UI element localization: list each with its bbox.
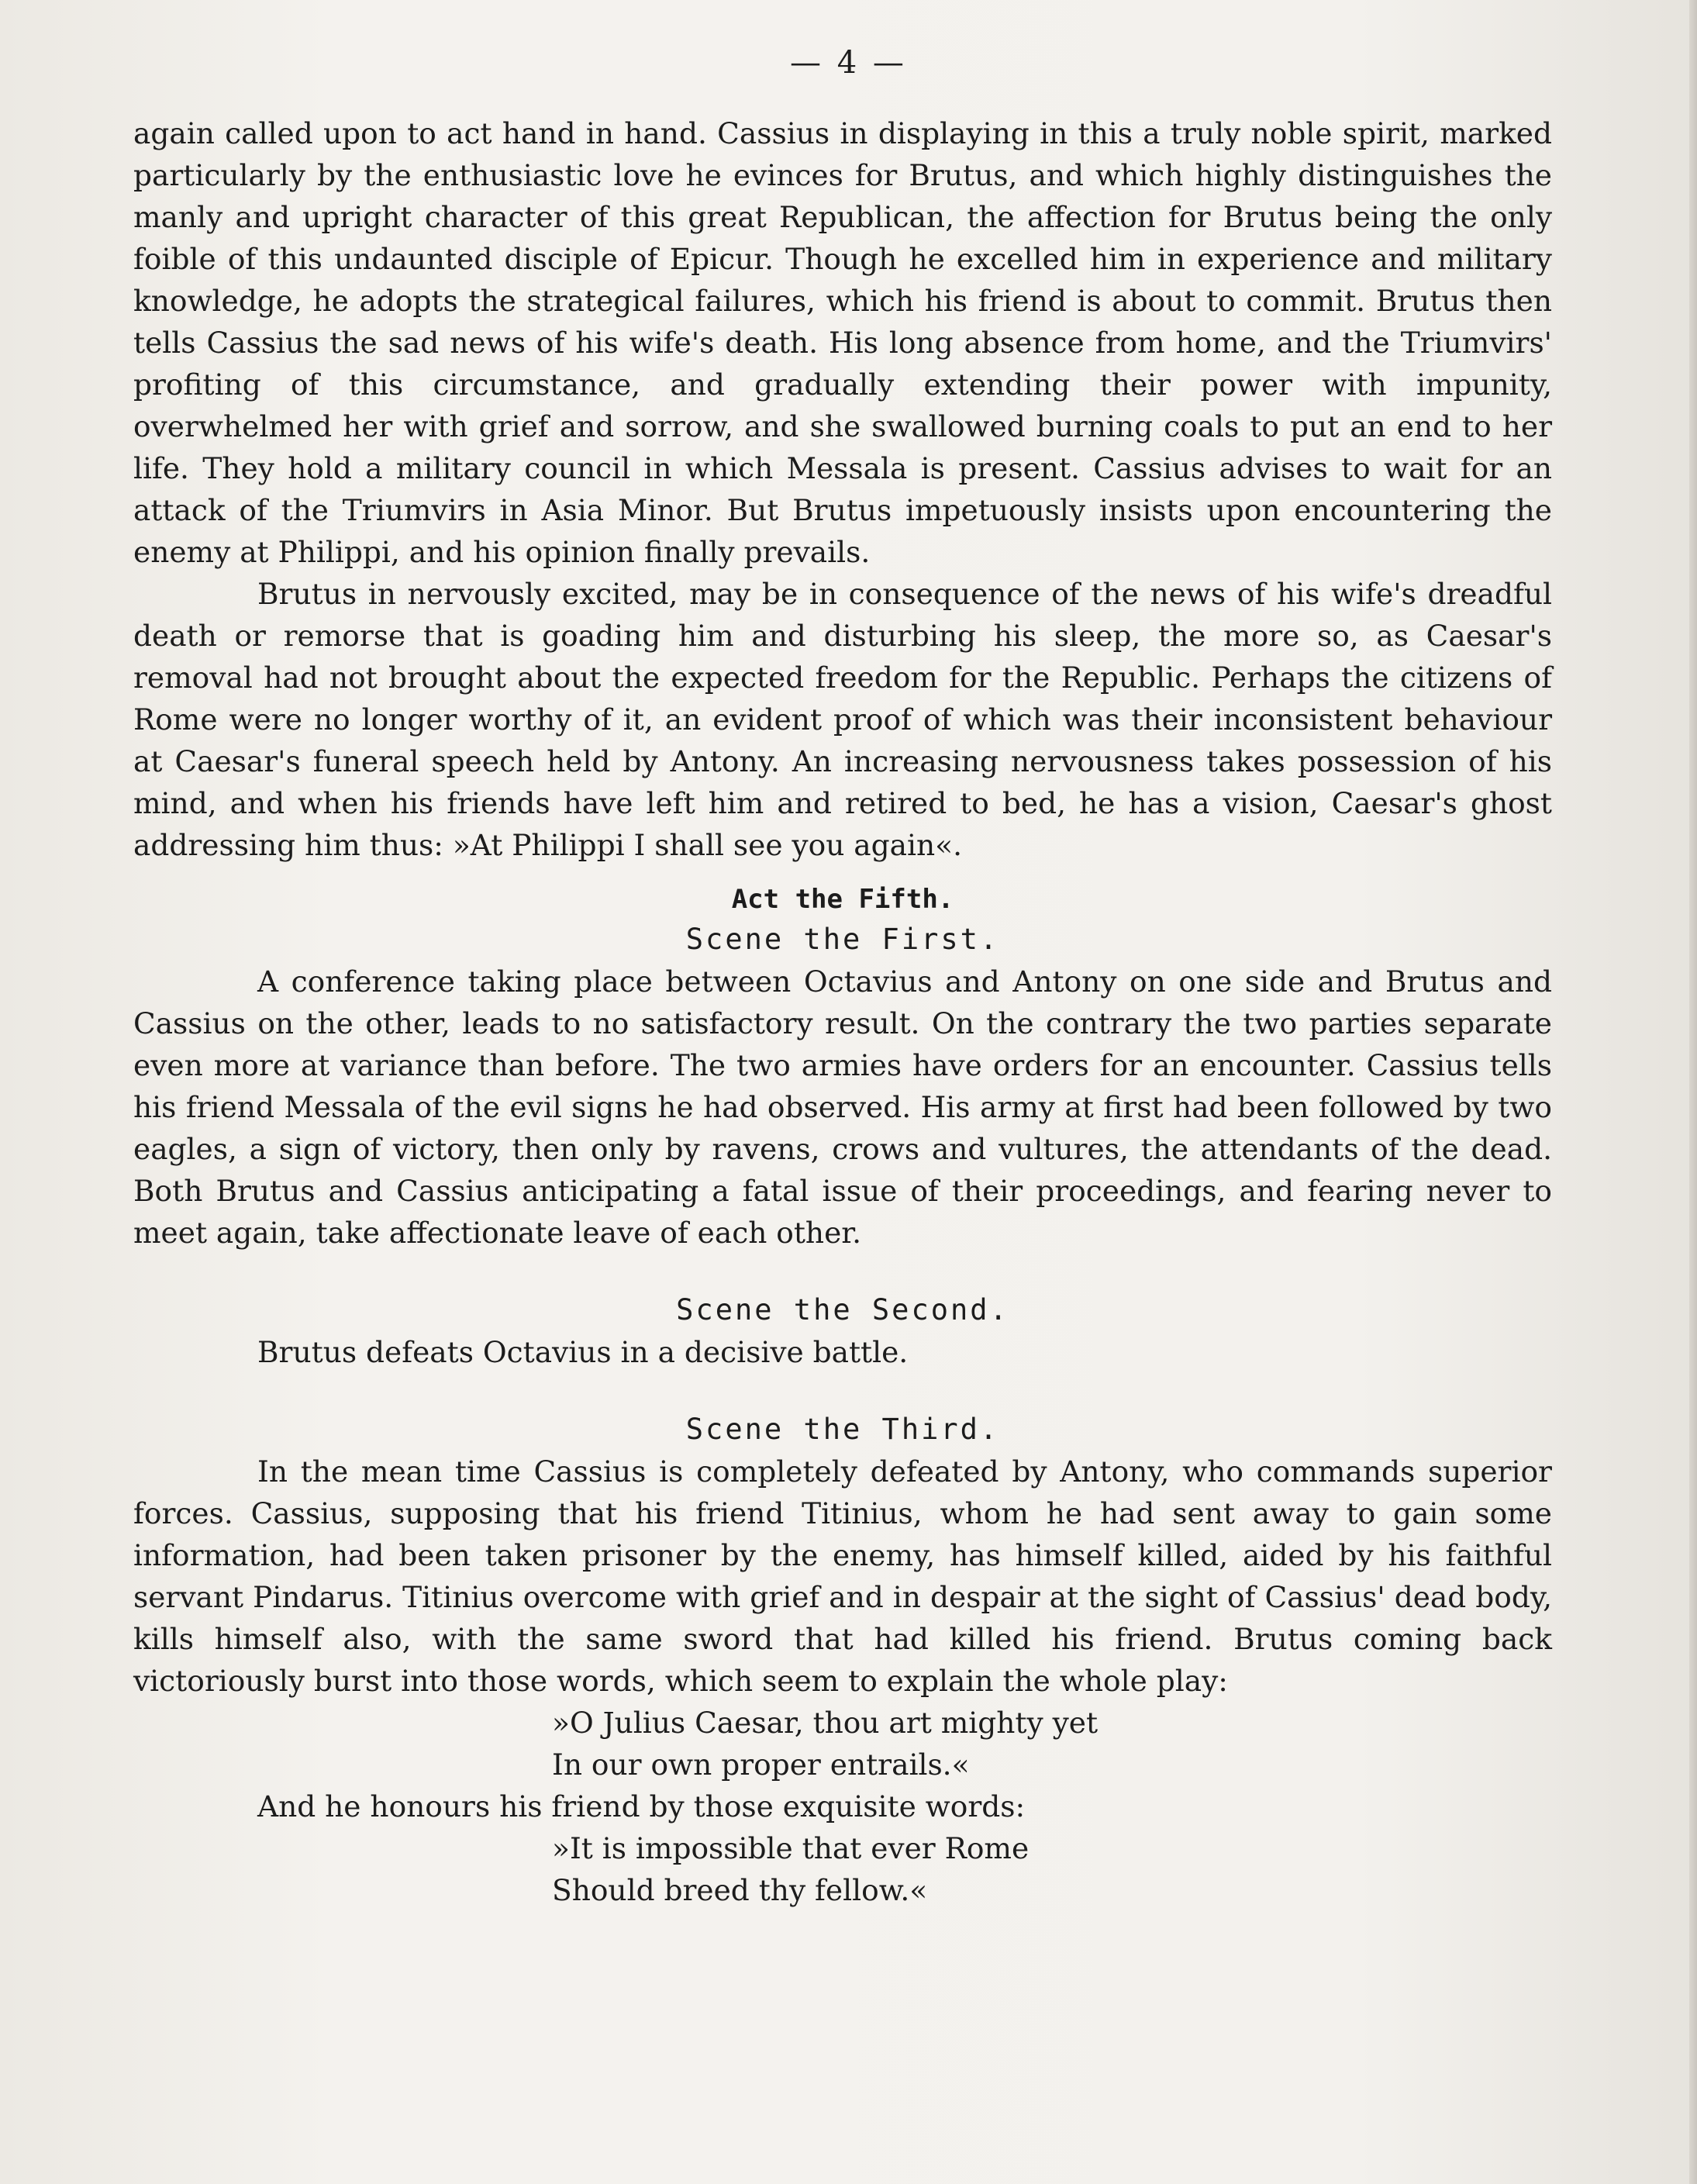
quote-2-line-1: »It is impossible that ever Rome xyxy=(552,1831,1030,1865)
quote-1-line-2: In our own proper entrails.« xyxy=(552,1748,970,1782)
paragraph-2: Brutus in nervously excited, may be in consequence of the news of his wife's dreadful death or remorse that is goading him and disturbing his sleep, the more so, as Caesar's removal had not brought about the expected freedom for the Republic. Perhaps the citizens of Rome were no longer worthy of it, an evident proof of which was their inconsistent behaviour at Caesar's funeral speech held by Antony. An increasing nervousness takes possession of his mind, and when his friends have left him and retired to bed, he has a vision, Caesar's ghost addressing him thus: »At Philippi I shall see you again«. xyxy=(133,577,1552,862)
page-edge xyxy=(1689,0,1697,2184)
act-title: Act the Fifth. xyxy=(731,884,954,915)
paragraph-1: again called upon to act hand in hand. Cassius in displaying in this a truly noble spirit, marked particularly by the enthusiastic love he evinces for Brutus, and which highly distinguishes the manly and upright character of this great Republican, the affection for Brutus being the only foible of this undaunted disciple of Epicur. Though he excelled him in experience and military knowledge, he adopts the strategical failures, which his friend is about to commit. Brutus then tells Cassius the sad news of his wife's death. His long absence from home, and the Triumvirs' profiting of this circumstance, and gradually extending their power with impunity, overwhelmed her with grief and sorrow, and she swallowed burning coals to put an end to her life. They hold a military council in which Messala is present. Cassius advises to wait for an attack of the Triumvirs in Asia Minor. But Brutus impetuously insists upon encountering the enemy at Philippi, and his opinion finally prevails. xyxy=(133,116,1552,569)
scene-third-title: Scene the Third. xyxy=(685,1413,1000,1446)
quote-2-line-2: Should breed thy fellow.« xyxy=(552,1873,928,1907)
paragraph-6: And he honours his friend by those exquisite words: xyxy=(257,1789,1026,1823)
paragraph-5: In the mean time Cassius is completely defeated by Antony, who commands superior forces. Cassius, supposing that his friend Titinius, whom he had sent away to gain some information, had been taken prisoner by the enemy, has himself killed, aided by his faithful servant Pindarus. Titinius overcome with grief and in despair at the sight of Cassius' dead body, kills himself also, with the same sword that had killed his friend. Brutus coming back victoriously burst into those words, which seem to explain the whole play: xyxy=(133,1454,1552,1698)
paragraph-3: A conference taking place between Octavius and Antony on one side and Brutus and Cassius on the other, leads to no satisfactory result. On the contrary the two parties separate even more at variance than before. The two armies have orders for an encounter. Cassius tells his friend Messala of the evil signs he had observed. His army at first had been followed by two eagles, a sign of victory, then only by ravens, crows and vultures, the attendants of the dead. Both Brutus and Cassius anticipating a fatal issue of their proceedings, and fearing never to meet again, take affectionate leave of each other. xyxy=(133,964,1552,1250)
scene-second-title: Scene the Second. xyxy=(676,1293,1009,1327)
page-number: — 4 — xyxy=(790,45,907,81)
quote-1-line-1: »O Julius Caesar, thou art mighty yet xyxy=(552,1706,1099,1740)
paragraph-4: Brutus defeats Octavius in a decisive battle. xyxy=(257,1335,909,1369)
document-body xyxy=(133,112,1552,1911)
scene-first-title: Scene the First. xyxy=(685,923,1000,956)
